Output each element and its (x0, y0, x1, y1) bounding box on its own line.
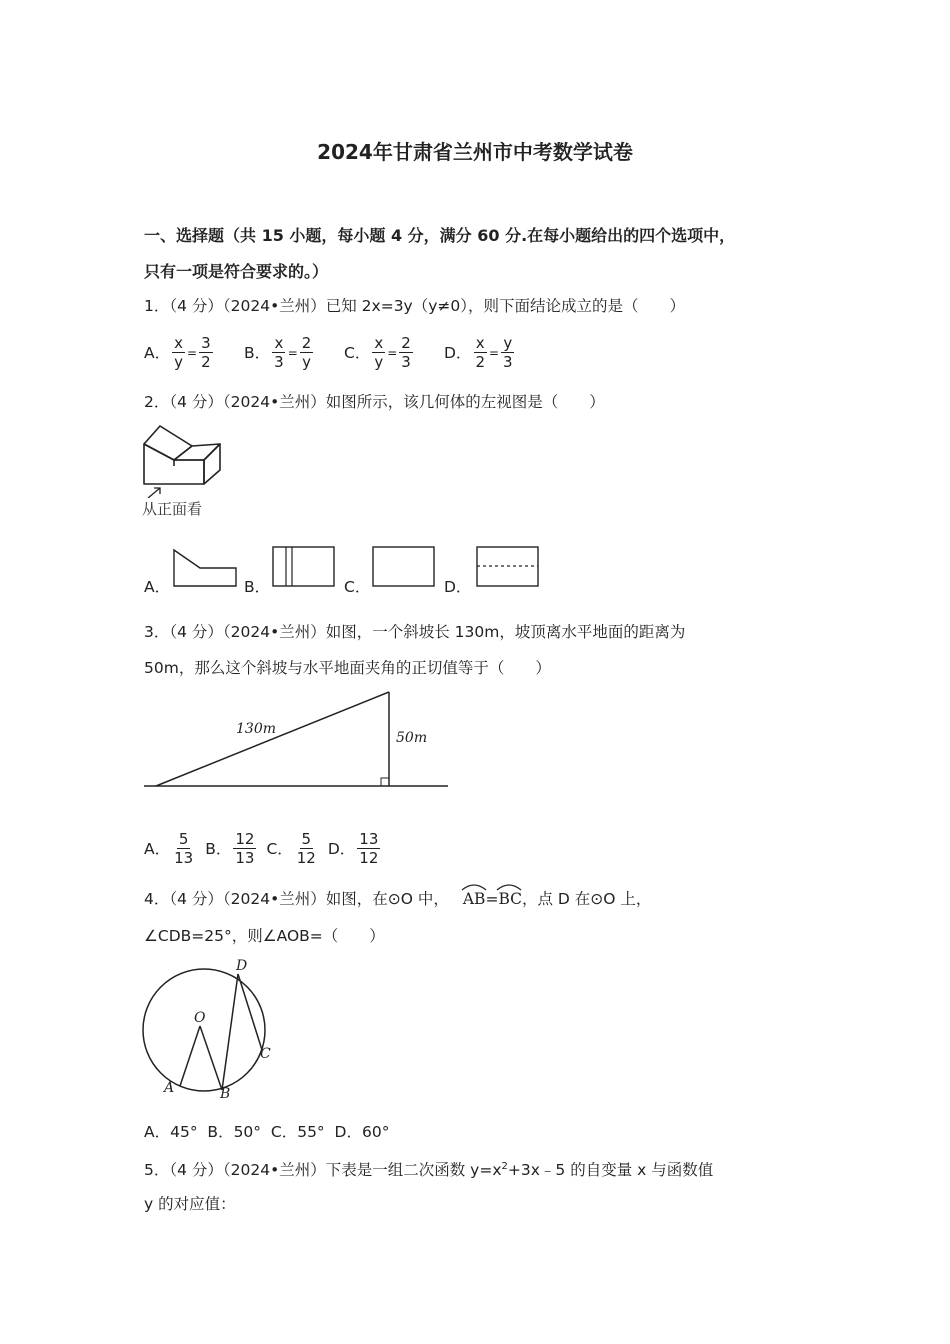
q2-option-b-figure (272, 546, 336, 588)
fraction (233, 830, 256, 867)
q3-option-a (144, 830, 197, 867)
arc-mark-icon (496, 883, 522, 891)
denominator: 13 (174, 849, 194, 867)
numerator: 13 (359, 830, 379, 848)
point-o-label: O (194, 1010, 206, 1026)
q2-option-a-label: A． (144, 578, 171, 596)
question-1-options (144, 334, 544, 371)
point-a-label: A (164, 1080, 175, 1096)
q5-exponent: 2 (501, 1161, 508, 1172)
question-3-line2: 50m，那么这个斜坡与水平地面夹角的正切值等于（ ） (144, 659, 551, 677)
q3-hyp-label: 130m (236, 721, 276, 737)
fraction (473, 334, 487, 371)
fraction (172, 334, 185, 371)
option-label: C． (266, 839, 293, 858)
fraction (399, 334, 413, 371)
denominator: 3 (401, 353, 411, 371)
denominator: 2 (201, 353, 211, 371)
numerator: x (174, 334, 183, 352)
option-label: A． (144, 343, 171, 362)
q1-option-a (144, 334, 244, 371)
numerator: x (274, 334, 284, 352)
question-1-text: 1．（4 分）（2024•兰州）已知 2x=3y（y≠0），则下面结论成立的是（ ） (144, 297, 685, 315)
denominator: 3 (503, 353, 513, 371)
denominator: 12 (296, 849, 316, 867)
q5-text-start: 5．（4 分）（2024•兰州）下表是一组二次函数 y=x (144, 1161, 502, 1180)
q2-option-d-label: D． (444, 578, 472, 596)
equals-sign: = (287, 345, 298, 360)
denominator: y (374, 353, 384, 371)
option-label: D． (444, 343, 472, 362)
q3-option-d (328, 830, 383, 867)
question-4-options: A．45° B．50° C．55° D．60° (144, 1123, 390, 1141)
page-title: 2024年甘肃省兰州市中考数学试卷 (317, 140, 633, 164)
equals-sign: = (488, 345, 500, 360)
question-2-text: 2．（4 分）（2024•兰州）如图所示，该几何体的左视图是（ ） (144, 393, 605, 411)
q1-option-c (344, 334, 444, 371)
q2-option-a-figure (172, 548, 238, 588)
denominator: y (302, 353, 311, 371)
q5-text-end: +3x﹣5 的自变量 x 与函数值 (507, 1161, 714, 1180)
fraction (357, 830, 380, 867)
section-heading-line1: 一、选择题（共 15 小题，每小题 4 分，满分 60 分.在每小题给出的四个选项中， (144, 226, 736, 245)
denominator: 3 (274, 353, 284, 371)
fraction (172, 830, 195, 867)
fraction (300, 334, 314, 371)
option-label: B． (205, 839, 232, 858)
arc-ab-label: AB (462, 890, 486, 908)
numerator: 5 (301, 830, 312, 848)
question-5-line2: y 的对应值： (144, 1195, 236, 1213)
numerator: y (503, 334, 513, 352)
q2-option-c-label: C． (344, 578, 371, 596)
arc-equals: = (485, 890, 499, 908)
question-4-line1 (144, 889, 651, 909)
q4-text-start: 4．（4 分）（2024•兰州）如图，在⊙O 中， (144, 890, 449, 908)
numerator: x (374, 334, 384, 352)
q2-figure-caption: 从正面看 (142, 500, 203, 518)
arc-mark-icon (461, 883, 487, 891)
numerator: 12 (235, 830, 255, 848)
q4-circle-figure (140, 954, 280, 1100)
arc-bc (498, 889, 522, 909)
numerator: 2 (301, 334, 312, 352)
fraction (372, 334, 385, 371)
option-label: D． (327, 839, 356, 858)
numerator: 3 (201, 334, 211, 352)
numerator: 2 (401, 334, 411, 352)
option-label: C． (344, 343, 371, 362)
denominator: 2 (475, 353, 485, 371)
q2-option-b-label: B． (244, 578, 271, 596)
equals-sign: = (387, 345, 398, 360)
q4-text-end: ，点 D 在⊙O 上， (522, 890, 652, 908)
q3-height-label: 50m (396, 730, 428, 746)
q3-slope-figure (140, 686, 452, 794)
q2-solid-figure (140, 422, 230, 498)
option-label: A． (144, 839, 171, 858)
point-c-label: C (260, 1046, 271, 1062)
q1-option-d (444, 334, 544, 371)
q2-option-c-figure (372, 546, 436, 588)
fraction (272, 334, 286, 371)
numerator: x (475, 334, 485, 352)
fraction (295, 830, 318, 867)
equals-sign: = (187, 345, 198, 360)
arc-bc-label: BC (498, 890, 522, 908)
q3-option-b (205, 830, 258, 867)
q2-option-d-figure (476, 546, 540, 588)
q3-option-c (266, 830, 319, 867)
denominator: 12 (359, 849, 379, 867)
option-label: B． (244, 343, 271, 362)
fraction (501, 334, 515, 371)
point-b-label: B (220, 1086, 231, 1100)
section-heading-line2: 只有一项是符合要求的。） (144, 262, 329, 281)
question-4-line2: ∠CDB=25°，则∠AOB=（ ） (144, 927, 385, 945)
question-3-line1: 3．（4 分）（2024•兰州）如图，一个斜坡长 130m，坡顶离水平地面的距离为 (144, 623, 686, 641)
denominator: y (174, 353, 183, 371)
point-d-label: D (236, 958, 248, 974)
q1-option-b (244, 334, 344, 371)
question-5-line1 (144, 1157, 713, 1180)
question-3-options (144, 830, 382, 867)
fraction (199, 334, 213, 371)
denominator: 13 (235, 849, 255, 867)
arc-ab (463, 889, 486, 909)
numerator: 5 (178, 830, 189, 848)
